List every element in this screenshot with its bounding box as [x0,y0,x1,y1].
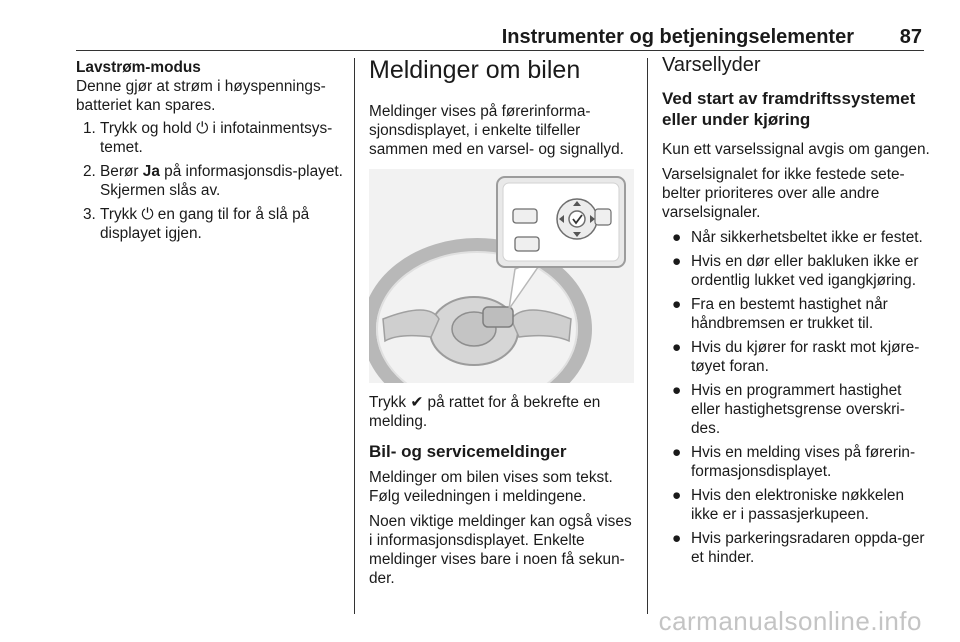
step-text: Trykk og hold [100,120,197,137]
list-item [662,529,930,567]
bullet-text: Hvis en dør eller bakluken ikke er ordentlig lukket ved igangkjøring. [691,253,919,289]
bullet-text: Hvis du kjører for raskt mot kjøre-tøyet foran. [691,339,920,375]
list-item [662,252,930,290]
step-text: Berør [100,163,143,180]
list-item [662,443,930,481]
column-low-power-mode [76,58,344,248]
bullet-list [662,228,930,567]
text-run: på rattet for å bekrefte en melding. [369,394,601,430]
column-warning-chimes [662,54,930,572]
column-vehicle-messages [369,58,634,588]
paragraph [369,393,634,431]
column-divider [354,58,355,614]
step-number: 2. [83,163,96,180]
bullet-text: Hvis en melding vises på førerin-formasjonsdisplayet. [691,444,916,480]
bullet-icon: ● [672,253,682,270]
bullet-icon: ● [672,530,682,547]
step-number: 3. [83,206,96,223]
paragraph: Kun ett varselssignal avgis om gangen. [662,141,930,158]
page-number: 87 [899,26,922,48]
steering-wheel-drawing [369,169,634,383]
watermark: carmanualsonline.info [658,606,922,636]
list-item [662,228,930,247]
paragraph: Meldinger om bilen vises som tekst. Følg veiledningen i meldingene. [369,469,613,505]
paragraph: Noen viktige meldinger kan også vises i informasjonsdisplayet. Enkelte meldinger vises bare i noen få sekun-der. [369,513,632,587]
step-number: 1. [83,120,96,137]
paragraph: Meldinger vises på førerinforma-sjonsdisplayet, i enkelte tilfeller sammen med en varsel- og signallyd. [369,103,624,158]
power-icon: ⏻ [196,120,209,137]
bullet-text: Hvis den elektroniske nøkkelen ikke er i passasjerkupeen. [691,487,905,523]
bullet-icon: ● [672,444,682,461]
bullet-text: Hvis parkeringsradaren oppda-ger et hinder. [691,530,925,566]
list-item [662,338,930,376]
step-text: en gang til for å slå på displayet igjen. [100,206,310,242]
bullet-icon: ● [672,339,682,356]
bullet-icon: ● [672,229,682,246]
bullet-icon: ● [672,296,682,313]
column-divider [647,58,648,614]
list-item [76,205,344,243]
paragraph: Varselsignalet for ikke festede sete-belter prioriteres over alle andre varselsignaler. [662,166,905,221]
step-text: i infotainmentsys-temet. [100,120,333,156]
bullet-text: Fra en bestemt hastighet når håndbremsen er trukket til. [691,296,888,332]
list-item [662,295,930,333]
bullet-text: Hvis en programmert hastighet eller hastighetsgrense overskri-des. [691,382,905,437]
list-item [76,162,344,200]
chapter-title: Instrumenter og betjeningselementer [501,26,854,48]
text-run: Trykk [369,394,411,411]
power-icon: ⏻ [141,206,154,223]
page-header [76,26,924,51]
bullet-icon: ● [672,487,682,504]
paragraph: Denne gjør at strøm i høyspennings-batteriet kan spares. [76,78,326,114]
step-text: Trykk [100,206,142,223]
section-subhead: Lavstrøm-modus [76,59,201,76]
section-subheading: Ved start av framdriftssystemet eller under kjøring [662,89,916,129]
list-item [662,486,930,524]
checkmark-icon: ✔ [410,394,424,411]
bullet-icon: ● [672,382,682,399]
list-item [662,381,930,438]
section-heading: Varsellyder [662,54,761,76]
section-heading: Meldinger om bilen [369,56,581,84]
bullet-text: Når sikkerhetsbeltet ikke er festet. [691,229,923,246]
bold-term: Ja [142,163,160,180]
steering-wheel-illustration [369,169,634,383]
step-text: på informasjonsdis-playet. Skjermen slås av. [100,163,343,199]
section-subheading: Bil- og servicemeldinger [369,442,567,461]
list-item [76,119,344,157]
steps-list [76,119,344,243]
